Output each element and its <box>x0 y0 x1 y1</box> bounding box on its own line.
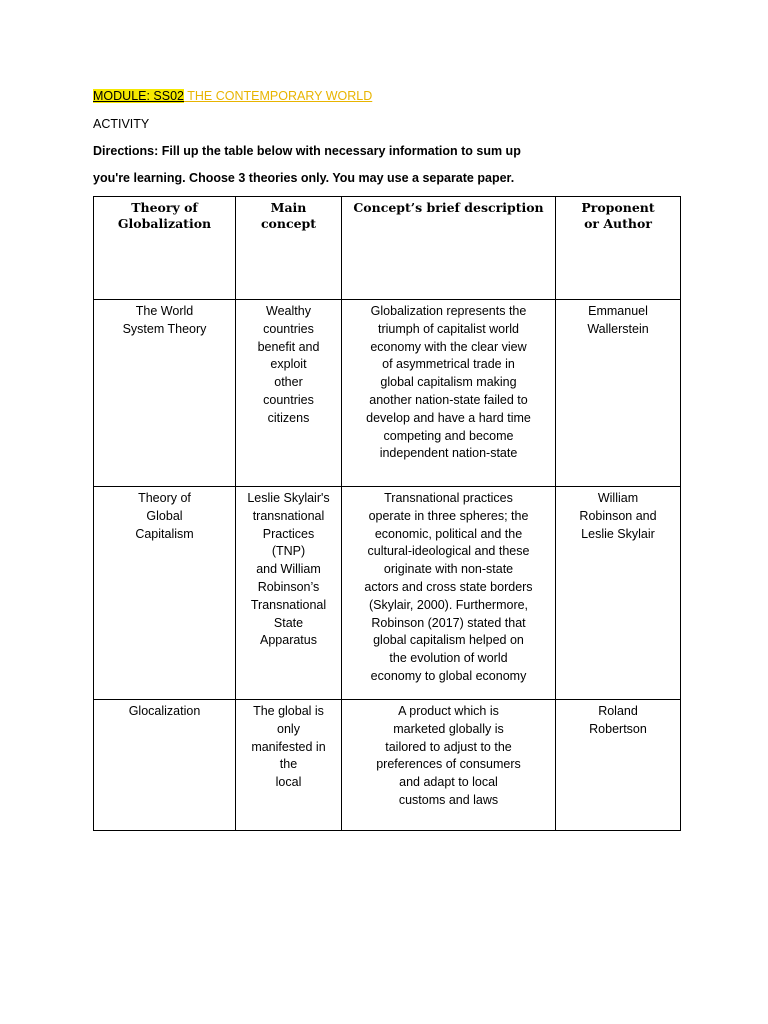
header-author: Proponent or Author <box>556 197 681 300</box>
cell-theory: Glocalization <box>94 700 236 831</box>
table-header-row <box>94 197 681 300</box>
module-code: MODULE: SS02 <box>93 89 185 103</box>
directions-line-2: you're learning. Choose 3 theories only. You may use a separate paper. <box>93 171 515 185</box>
cell-description: A product which is marketed globally is tailored to adjust to the preferences of consumers and adapt to local customs and laws <box>342 700 556 831</box>
cell-concept: Leslie Skylair's transnational Practices (TNP) and William Robinson’s Transnational State Apparatus <box>236 487 342 700</box>
header-description: Concept’s brief description <box>342 197 556 300</box>
cell-author: William Robinson and Leslie Skylair <box>556 487 681 700</box>
cell-theory: Theory of Global Capitalism <box>94 487 236 700</box>
header-main-concept: Main concept <box>236 197 342 300</box>
module-title: THE CONTEMPORARY WORLD <box>184 89 373 103</box>
activity-label: ACTIVITY <box>93 117 150 131</box>
directions-line-1: Directions: Fill up the table below with necessary information to sum up <box>93 144 521 158</box>
cell-author: Emmanuel Wallerstein <box>556 300 681 487</box>
header-theory: Theory of Globalization <box>94 197 236 300</box>
table-row <box>94 700 681 831</box>
cell-theory: The World System Theory <box>94 300 236 487</box>
cell-concept: The global is only manifested in the local <box>236 700 342 831</box>
table-row <box>94 487 681 700</box>
cell-author: Roland Robertson <box>556 700 681 831</box>
table-row <box>94 300 681 487</box>
theories-table <box>93 196 681 831</box>
module-heading <box>93 88 372 104</box>
cell-description: Globalization represents the triumph of capitalist world economy with the clear view of asymmetrical trade in global capitalism making another nation-state failed to develop and have a hard time competing and become independent nation-state <box>342 300 556 487</box>
cell-description: Transnational practices operate in three spheres; the economic, political and the cultural-ideological and these originate with non-state actors and cross state borders (Skylair, 2000). Furthermore, Robinson (2017) stated that global capitalism helped on the evolution of world economy to global economy <box>342 487 556 700</box>
cell-concept: Wealthy countries benefit and exploit other countries citizens <box>236 300 342 487</box>
